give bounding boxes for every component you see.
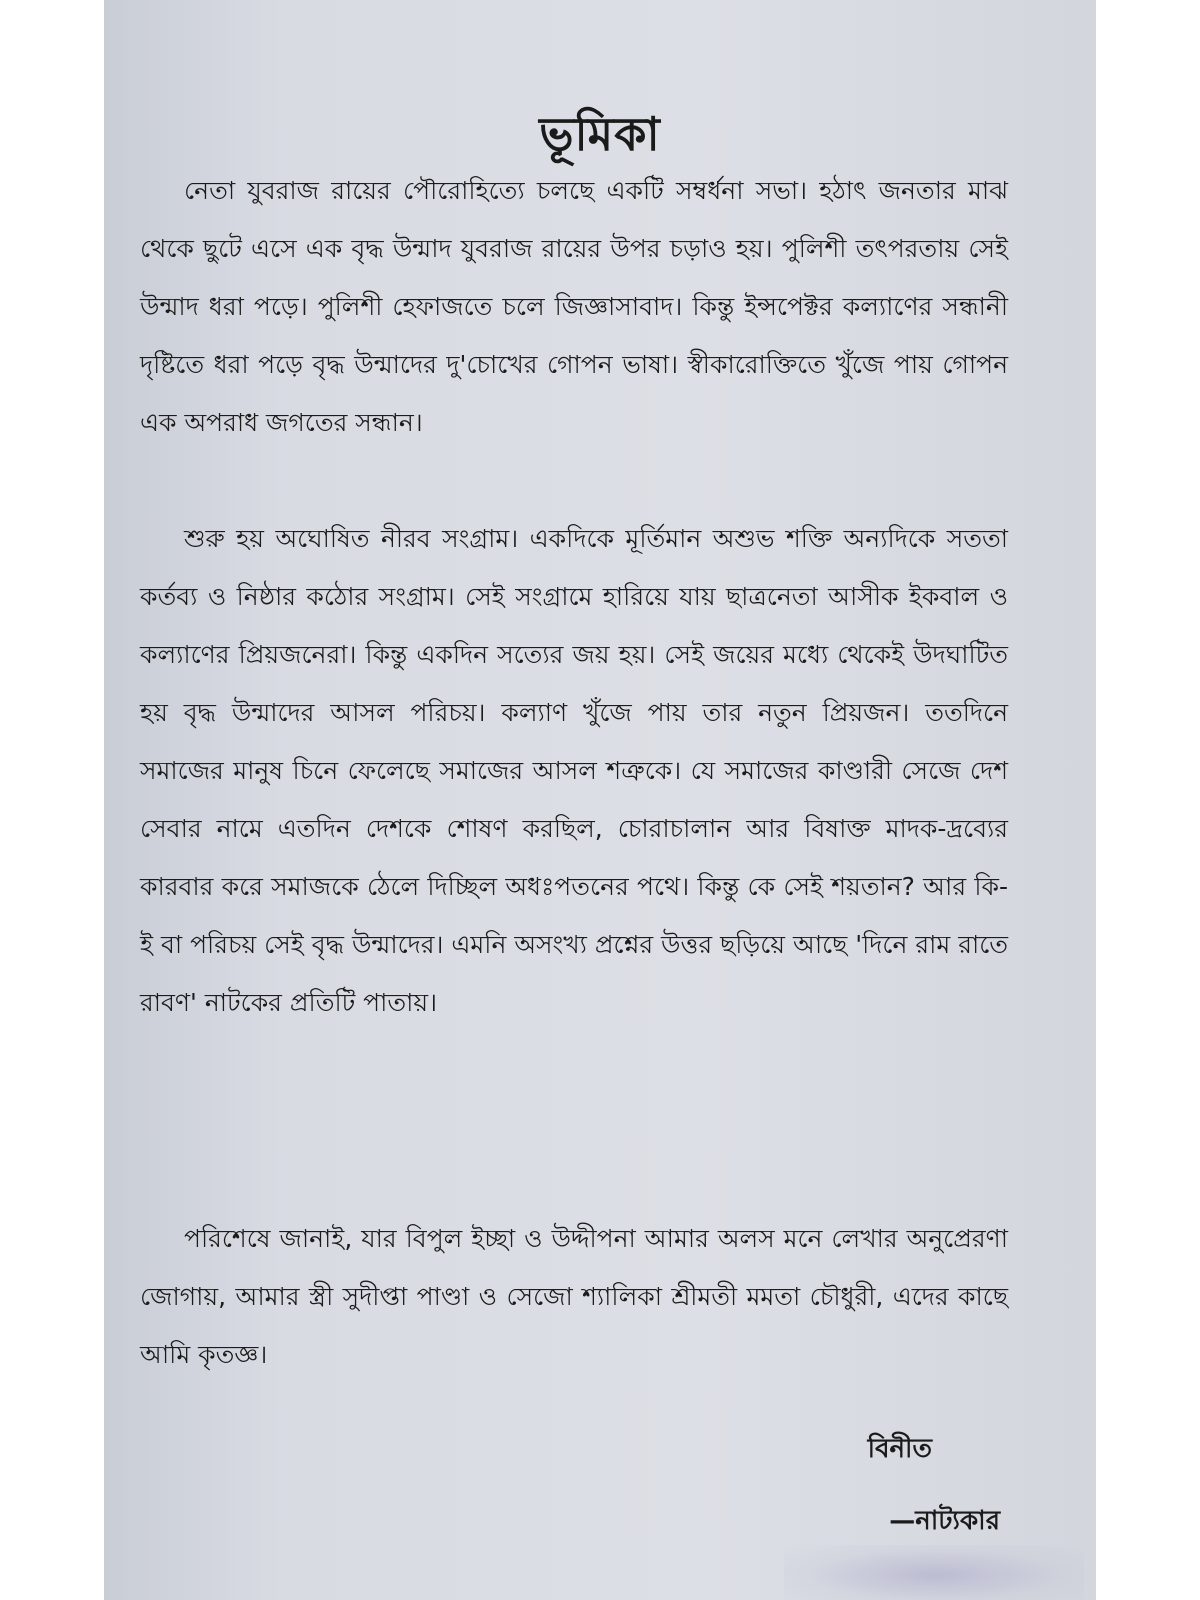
author-signature: —নাট্যকার: [889, 1506, 1000, 1536]
paragraph-intro: নেতা যুবরাজ রায়ের পৌরোহিত্যে চলছে একটি সম্বর্ধনা সভা। হঠাৎ জনতার মাঝ থেকে ছুটে এসে এক বৃদ্ধ উন্মাদ যুবরাজ রায়ের উপর চড়াও হয়। পুলিশী তৎপরতায় সেই উন্মাদ ধরা পড়ে। পুলিশী হেফাজতে চলে জিজ্ঞাসাবাদ। কিন্তু ইন্সপেক্টর কল্যাণের সন্ধানী দৃষ্টিতে ধরা পড়ে বৃদ্ধ উন্মাদের দু'চোখের গোপন ভাষা। স্বীকারোক্তিতে খুঁজে পায় গোপন এক অপরাধ জগতের সন্ধান।: [140, 176, 1008, 437]
signoff-text: বিনীত: [867, 1434, 932, 1464]
book-page: [104, 0, 1096, 1600]
page-title: ভূমিকা: [539, 107, 661, 161]
ink-stamp-smudge: [784, 1545, 1084, 1600]
paragraph-struggle: শুরু হয় অঘোষিত নীরব সংগ্রাম। একদিকে মূর্তিমান অশুভ শক্তি অন্যদিকে সততা কর্তব্য ও নিষ্ঠার কঠোর সংগ্রাম। সেই সংগ্রামে হারিয়ে যায় ছাত্রনেতা আসীক ইকবাল ও কল্যাণের প্রিয়জনেরা। কিন্তু একদিন সত্যের জয় হয়। সেই জয়ের মধ্যে থেকেই উদঘাটিত হয় বৃদ্ধ উন্মাদের আসল পরিচয়। কল্যাণ খুঁজে পায় তার নতুন প্রিয়জন। ততদিনে সমাজের মানুষ চিনে ফেলেছে সমাজের আসল শত্রুকে। যে সমাজের কাণ্ডারী সেজে দেশ সেবার নামে এতদিন দেশকে শোষণ করছিল, চোরাচালান আর বিষাক্ত মাদক-দ্রব্যের কারবার করে সমাজকে ঠেলে দিচ্ছিল অধঃপতনের পথে। কিন্তু কে সেই শয়তান? আর কি-ই বা পরিচয় সেই বৃদ্ধ উন্মাদের। এমনি অসংখ্য প্রশ্নের উত্তর ছড়িয়ে আছে 'দিনে রাম রাতে রাবণ' নাটকের প্রতিটি পাতায়।: [140, 524, 1008, 1017]
paragraph-thanks: পরিশেষে জানাই, যার বিপুল ইচ্ছা ও উদ্দীপনা আমার অলস মনে লেখার অনুপ্রেরণা জোগায়, আমার স্ত্রী সুদীপ্তা পাণ্ডা ও সেজো শ্যালিকা শ্রীমতী মমতা চৌধুরী, এদের কাছে আমি কৃতজ্ঞ।: [140, 1224, 1008, 1369]
